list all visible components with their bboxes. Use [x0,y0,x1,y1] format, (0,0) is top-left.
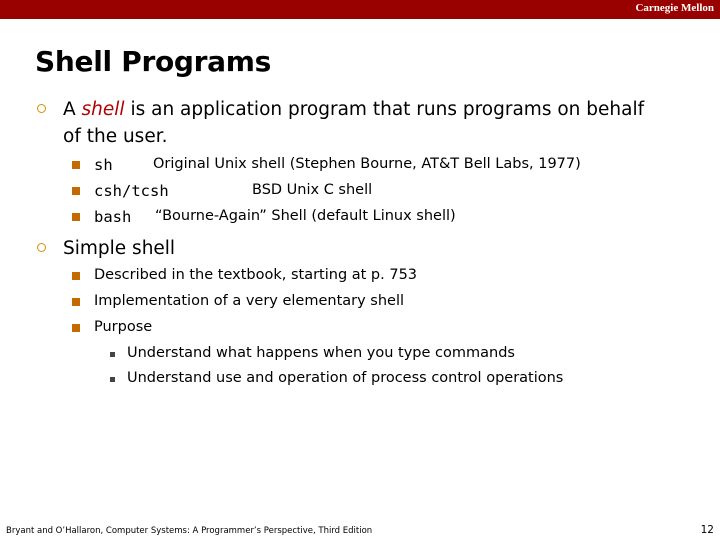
circle-bullet-icon [37,104,46,113]
square-bullet-icon [72,161,80,169]
header-banner [0,0,720,19]
command-description: BSD Unix C shell [252,182,373,198]
highlight-term: shell [81,99,125,120]
command-name: sh [94,156,113,174]
command-description: Original Unix shell (Stephen Bourne, AT&T Bell Labs, 1977) [153,156,581,172]
bullet-text: A shell is an application program that runs programs on behalf of the user. [63,99,645,147]
square-bullet-icon [72,298,80,306]
square-bullet-icon [72,187,80,195]
command-name: bash [94,208,132,226]
square-bullet-icon [72,324,80,332]
footer-citation: Bryant and O’Hallaron, Computer Systems: A Programmer’s Perspective, Third Edition [6,526,373,536]
square-bullet-icon [72,213,80,221]
bullet-text: Simple shell [63,238,176,259]
circle-bullet-icon [37,243,46,252]
command-name: csh/tcsh [94,182,169,200]
command-description: “Bourne-Again” Shell (default Linux shell) [155,208,456,224]
page-number: 12 [700,524,714,536]
slide-title: Shell Programs [35,45,271,78]
square-bullet-icon [72,272,80,280]
small-square-bullet-icon [110,352,115,357]
brand-name: Carnegie Mellon [635,2,714,14]
small-square-bullet-icon [110,377,115,382]
